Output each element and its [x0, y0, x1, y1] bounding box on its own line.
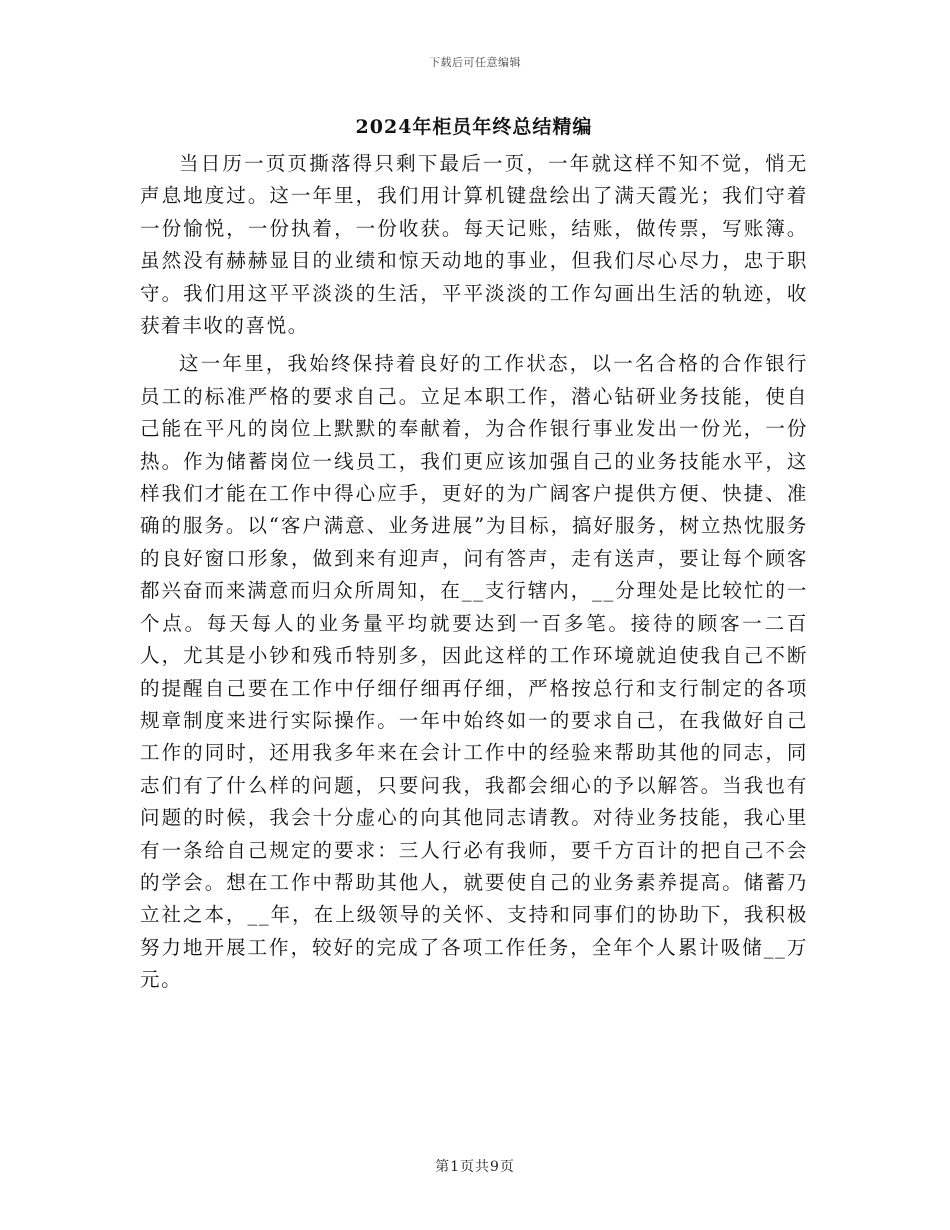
page-indicator: 第1页共9页: [435, 1159, 515, 1175]
paragraph-1: 当日历一页页撕落得只剩下最后一页，一年就这样不知不觉，悄无声息地度过。这一年里，我们用计算机键盘绘出了满天霞光；我们守着一份愉悦，一份执着，一份收获。每天记账，结账，做传票，写账簿。虽然没有赫赫显目的业绩和惊天动地的事业，但我们尽心尽力，忠于职守。我们用这平平淡淡的生活，平平淡淡的工作勾画出生活的轨迹，收获着丰收的喜悦。: [140, 152, 808, 338]
document-body: [140, 112, 808, 1003]
document-title: 2024年柜员年终总结精编: [355, 116, 593, 138]
header-note: 下载后可任意编辑: [429, 56, 521, 69]
paragraph-2: 这一年里，我始终保持着良好的工作状态，以一名合格的合作银行员工的标准严格的要求自己。立足本职工作，潜心钻研业务技能，使自己能在平凡的岗位上默默的奉献着，为合作银行事业发出一份光，一份热。作为储蓄岗位一线员工，我们更应该加强自己的业务技能水平，这样我们才能在工作中得心应手，更好的为广阔客户提供方便、快捷、准确的服务。以“客户满意、业务进展”为目标，搞好服务，树立热忱服务的良好窗口形象，做到来有迎声，问有答声，走有送声，要让每个顾客都兴奋而来满意而归众所周知，在__支行辖内，__分理处是比较忙的一个点。每天每人的业务量平均就要达到一百多笔。接待的顾客一二百人，尤其是小钞和残币特别多，因此这样的工作环境就迫使我自己不断的提醒自己要在工作中仔细仔细再仔细，严格按总行和支行制定的各项规章制度来进行实际操作。一年中始终如一的要求自己，在我做好自己工作的同时，还用我多年来在会计工作中的经验来帮助其他的同志，同志们有了什么样的问题，只要问我，我都会细心的予以解答。当我也有问题的时候，我会十分虚心的向其他同志请教。对待业务技能，我心里有一条给自己规定的要求：三人行必有我师，要千方百计的把自己不会的学会。想在工作中帮助其他人，就要使自己的业务素养提高。储蓄乃立社之本，__年，在上级领导的关怀、支持和同事们的协助下，我积极努力地开展工作，较好的完成了各项工作任务，全年个人累计吸储__万元。: [140, 352, 808, 992]
